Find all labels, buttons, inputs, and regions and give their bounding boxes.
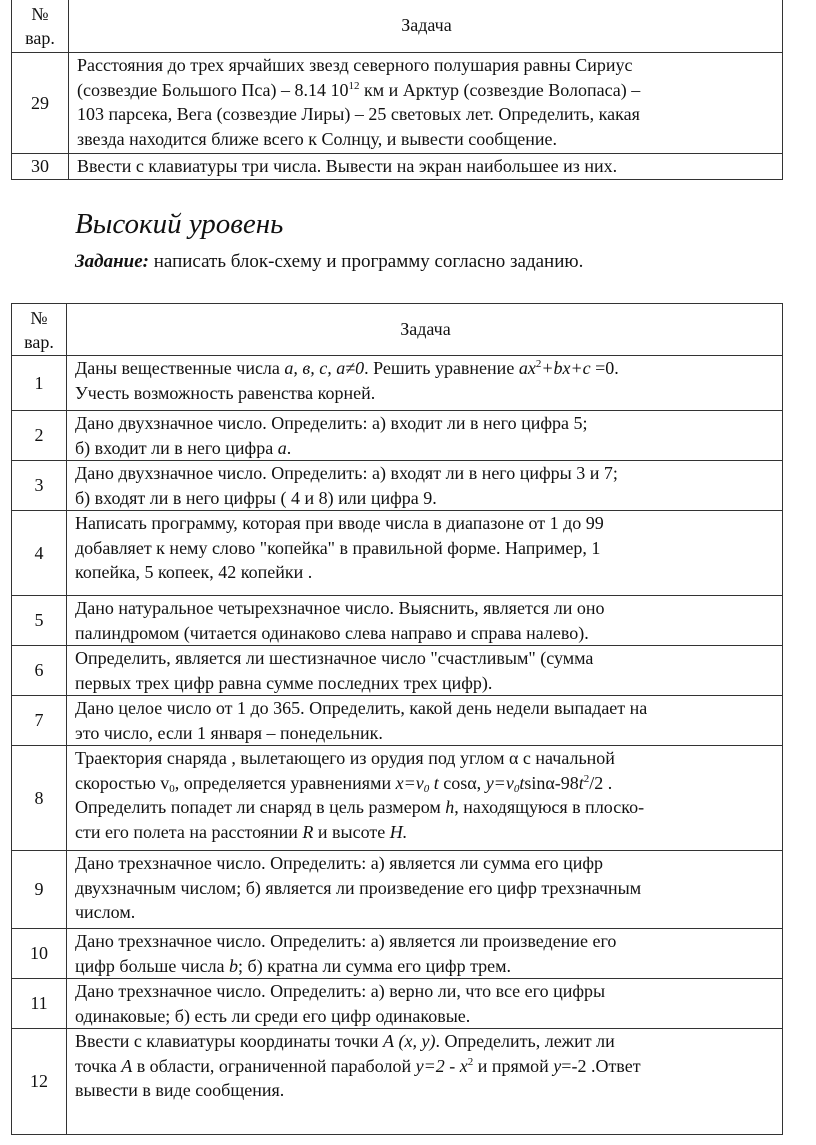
text-segment: Ввести с клавиатуры три числа. Вывести на экран наибольшее из них.	[77, 156, 618, 176]
task-text	[67, 696, 783, 746]
table-row	[12, 746, 783, 851]
text-segment: Дано двухзначное число. Определить: а) входит ли в него цифра 5;	[75, 413, 588, 433]
text-segment: /2 .	[589, 772, 613, 793]
task-text	[69, 154, 783, 180]
text-segment: это число, если 1 января – понедельник.	[75, 722, 383, 743]
task-line	[75, 721, 776, 746]
text-segment: x=v	[395, 772, 424, 793]
table-row	[12, 154, 783, 180]
text-segment: в области, ограниченной параболой	[132, 1055, 416, 1076]
task-line	[75, 1029, 776, 1054]
text-segment: y=v	[485, 772, 514, 793]
task-text	[67, 851, 783, 929]
text-segment: и прямой	[473, 1055, 554, 1076]
variant-number: 4	[12, 511, 67, 596]
text-segment: числом.	[75, 902, 136, 922]
task-line	[75, 1078, 776, 1103]
task-line	[75, 436, 776, 461]
text-segment: палиндромом (читается одинаково слева направо и справа налево).	[75, 622, 589, 643]
variant-number: 5	[12, 596, 67, 646]
task-line	[75, 486, 776, 511]
text-segment: (созвездие Большого Пса) – 8.14 10	[77, 79, 349, 100]
text-segment: сти его полета на расстоянии	[75, 821, 303, 842]
task-line	[75, 381, 776, 406]
superscript: 12	[348, 79, 360, 92]
section-heading: Высокий уровень	[75, 208, 284, 240]
text-segment: Дано трехзначное число. Определить: а) верно ли, что все его цифры	[75, 981, 606, 1001]
task-line	[75, 356, 776, 381]
table-row	[12, 646, 783, 696]
text-segment: Даны вещественные числа	[75, 358, 285, 378]
table-row	[12, 596, 783, 646]
text-segment: =0.	[590, 358, 619, 378]
text-segment: .	[286, 437, 292, 458]
header-variant-label: вар.	[24, 331, 54, 352]
text-segment: ax	[518, 358, 536, 378]
variant-number: 10	[12, 929, 67, 979]
text-segment: R	[302, 821, 314, 842]
task-line	[75, 1004, 776, 1029]
text-segment: копейка, 5 копеек, 42 копейки .	[75, 562, 313, 582]
task-line	[75, 560, 776, 585]
table-row	[12, 696, 783, 746]
text-segment: Расстояния до трех ярчайших звезд северного полушария равны Сириус	[77, 55, 633, 75]
task-line	[75, 621, 776, 646]
text-segment: t	[519, 772, 525, 793]
text-segment: , находящуюся в плоско-	[454, 797, 645, 817]
subscript: 0	[169, 782, 175, 795]
text-segment: =-2 .Ответ	[561, 1055, 641, 1076]
text-segment: ; б) кратна ли сумма его цифр трем.	[238, 955, 512, 976]
task-line	[75, 411, 776, 436]
table-row	[12, 461, 783, 511]
text-segment: . Решить уравнение	[364, 358, 519, 378]
header-variant-label: вар.	[25, 27, 55, 48]
text-segment: б) входит ли в него цифра	[75, 437, 278, 458]
superscript: 2	[535, 358, 542, 370]
text-segment: звезда находится ближе всего к Солнцу, и вывести сообщение.	[77, 128, 558, 149]
variant-number: 2	[12, 411, 67, 461]
task-line	[75, 876, 776, 901]
text-segment: а	[277, 437, 287, 458]
text-segment: . Определить, лежит ли	[435, 1031, 615, 1051]
text-segment: Учесть возможность равенства корней.	[75, 382, 376, 403]
variant-number: 29	[12, 53, 69, 154]
text-segment: одинаковые; б) есть ли среди его цифр одинаковые.	[75, 1005, 471, 1026]
text-segment: б) входят ли в него цифры ( 4 и 8) или цифра 9.	[75, 487, 437, 508]
text-segment: скоростью v	[75, 772, 170, 793]
text-segment: и высоте	[313, 821, 390, 842]
task-line	[75, 820, 776, 845]
text-segment: Написать программу, которая при вводе числа в диапазоне от 1 до 99	[75, 513, 604, 533]
task-line	[75, 536, 776, 561]
tasks-table-top	[11, 0, 783, 180]
text-segment: а, в, с, а≠0	[284, 358, 365, 378]
task-text	[67, 929, 783, 979]
text-segment: H.	[389, 821, 408, 842]
task-line	[75, 795, 776, 820]
variant-number: 1	[12, 356, 67, 411]
task-text	[67, 746, 783, 851]
table-row	[12, 511, 783, 596]
text-segment: cosα,	[443, 772, 486, 793]
task-line	[75, 979, 776, 1004]
task-line	[75, 511, 776, 536]
text-segment: h	[445, 797, 455, 817]
text-segment: Дано целое число от 1 до 365. Определить, какой день недели выпадает на	[75, 698, 648, 718]
table-row	[12, 356, 783, 411]
table-header-row	[12, 304, 783, 356]
text-segment: цифр больше числа	[75, 955, 230, 976]
header-variant-label: №	[30, 307, 48, 328]
text-segment: Дано натуральное четырехзначное число. Выяснить, является ли оно	[75, 598, 605, 618]
task-line	[77, 127, 776, 152]
header-task: Задача	[69, 0, 783, 53]
task-line	[75, 596, 776, 621]
task-text	[67, 411, 783, 461]
text-segment: км и Арктур (созвездие Волопаса) –	[359, 79, 641, 100]
superscript: 2	[467, 1055, 474, 1068]
text-segment: двухзначным числом; б) является ли произведение его цифр трехзначным	[75, 877, 642, 898]
task-text: написать блок-схему и программу согласно заданию.	[148, 251, 584, 272]
task-line	[75, 771, 776, 796]
text-segment: точка	[75, 1055, 122, 1076]
header-variant-label: №	[31, 3, 49, 24]
text-segment: Определить, является ли шестизначное число "счастливым" (сумма	[75, 648, 594, 668]
task-line	[75, 646, 776, 671]
variant-number: 12	[12, 1029, 67, 1135]
task-line	[75, 696, 776, 721]
task-line	[75, 929, 776, 954]
text-segment: sinα-98	[524, 772, 579, 793]
task-text	[67, 1029, 783, 1135]
task-text	[67, 356, 783, 411]
task-label: Задание:	[75, 251, 149, 272]
table-row	[12, 53, 783, 154]
text-segment: y	[553, 1055, 562, 1076]
table-row	[12, 411, 783, 461]
text-segment: +bx+c	[541, 358, 591, 378]
text-segment: первых трех цифр равна сумме последних трех цифр).	[75, 672, 493, 693]
variant-number: 7	[12, 696, 67, 746]
task-instruction	[75, 251, 583, 273]
task-text	[67, 461, 783, 511]
variant-number: 8	[12, 746, 67, 851]
subscript: 0	[513, 782, 520, 795]
text-segment: Дано двухзначное число. Определить: а) входят ли в него цифры 3 и 7;	[75, 463, 618, 483]
task-line	[75, 851, 776, 876]
task-line	[75, 746, 776, 771]
table-row	[12, 979, 783, 1029]
tasks-table-main	[11, 303, 783, 1135]
task-line	[77, 154, 776, 179]
table-row	[12, 929, 783, 979]
text-segment: вывести в виде сообщения.	[75, 1080, 285, 1100]
variant-number: 11	[12, 979, 67, 1029]
task-text	[67, 646, 783, 696]
task-text	[67, 596, 783, 646]
task-line	[75, 461, 776, 486]
text-segment: добавляет к нему слово "копейка" в правильной форме. Например, 1	[75, 537, 601, 558]
variant-number: 9	[12, 851, 67, 929]
text-segment: , определяется уравнениями	[174, 772, 396, 793]
table-header-row	[12, 0, 783, 53]
text-segment: b	[229, 955, 239, 976]
subscript: 0	[423, 782, 430, 795]
text-segment: Ввести с клавиатуры координаты точки	[75, 1031, 384, 1051]
task-text	[69, 53, 783, 154]
text-segment: y=2 - x	[415, 1055, 468, 1076]
text-segment: Определить попадет ли снаряд в цель размером	[75, 797, 446, 817]
task-line	[75, 900, 776, 925]
table-row	[12, 1029, 783, 1135]
table-row	[12, 851, 783, 929]
task-line	[77, 53, 776, 78]
header-variant-number	[12, 304, 67, 356]
text-segment: Дано трехзначное число. Определить: а) является ли сумма его цифр	[75, 853, 604, 873]
task-text	[67, 979, 783, 1029]
text-segment: Траектория снаряда , вылетающего из орудия под углом α с начальной	[75, 748, 615, 768]
text-segment: А	[121, 1055, 133, 1076]
text-segment: А (x, y)	[383, 1031, 436, 1051]
variant-number: 3	[12, 461, 67, 511]
text-segment: t	[578, 772, 584, 793]
variant-number: 6	[12, 646, 67, 696]
task-line	[75, 954, 776, 979]
task-line	[75, 1054, 776, 1079]
task-line	[77, 78, 776, 103]
task-line	[77, 102, 776, 127]
text-segment: 103 парсека, Вега (созвездие Лиры) – 25 световых лет. Определить, какая	[77, 104, 640, 124]
task-text	[67, 511, 783, 596]
variant-number: 30	[12, 154, 69, 180]
text-segment: t	[429, 772, 444, 793]
header-task: Задача	[67, 304, 783, 356]
header-variant-number	[12, 0, 69, 53]
task-line	[75, 671, 776, 696]
text-segment: Дано трехзначное число. Определить: а) является ли произведение его	[75, 931, 617, 951]
superscript: 2	[583, 772, 590, 785]
